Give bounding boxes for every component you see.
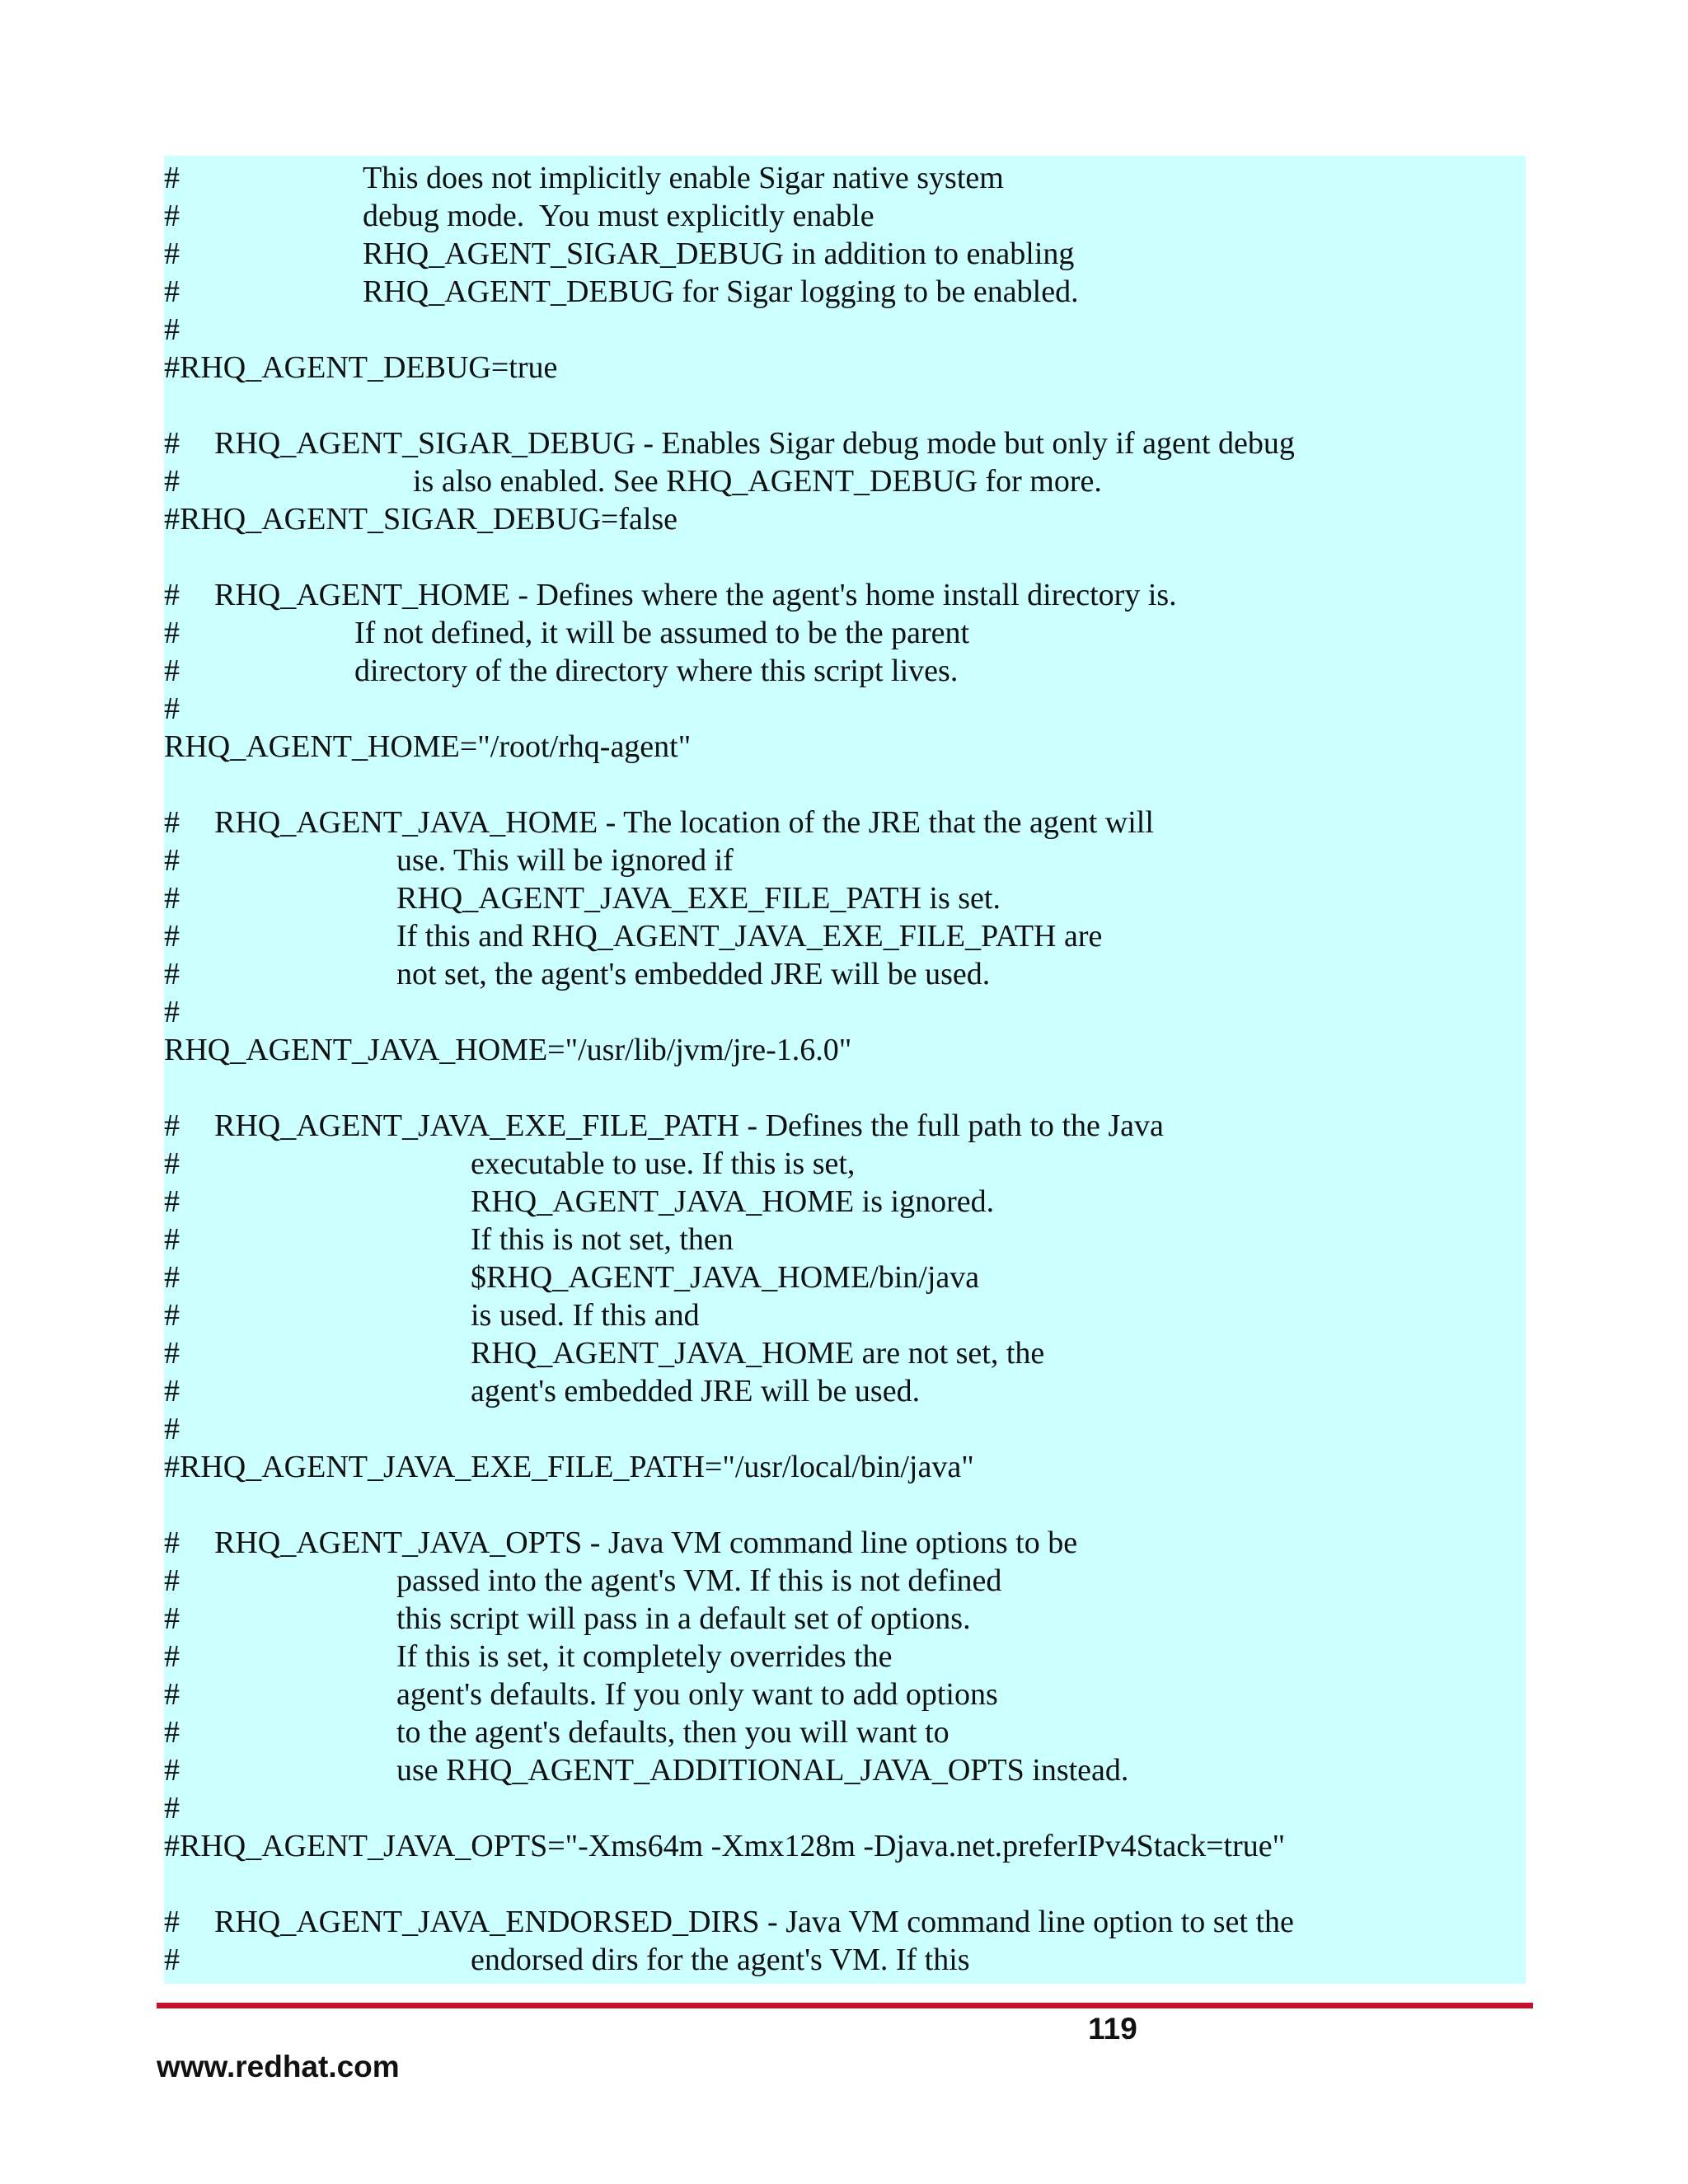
code-listing: # This does not implicitly enable Sigar native system # debug mode. You must explicitly enable # RHQ_AGENT_SIGAR_DEBUG in addition to enabling # RHQ_AGENT_DEBUG for Sigar logging to be enabled. # #RHQ_AGENT_DEBUG=true # RHQ_AGENT_SIGAR_DEBUG - Enables Sigar debug mode but only if agent debug # is also enabled. See RHQ_AGENT_DEBUG for more. #RHQ_AGENT_SIGAR_DEBUG=false # RHQ_AGENT_HOME - Defines where the agent's home install directory is. # If not defined, it will be assumed to be the parent # directory of the directory where this script lives. # RHQ_AGENT_HOME="/root/rhq-agent" # RHQ_AGENT_JAVA_HOME - The location of the JRE that the agent will # use. This will be ignored if # RHQ_AGENT_JAVA_EXE_FILE_PATH is set. # If this and RHQ_AGENT_JAVA_EXE_FILE_PATH are # not set, the agent's embedded JRE will be used. # RHQ_AGENT_JAVA_HOME="/usr/lib/jvm/jre-1.6.0" # RHQ_AGENT_JAVA_EXE_FILE_PATH - Defines the full path to the Java # executable to use. If this is set, # RHQ_AGENT_JAVA_HOME is ignored. # If this is not set, then # $RHQ_AGENT_JAVA_HOME/bin/java # is used. If this and # RHQ_AGENT_JAVA_HOME are not set, the # agent's embedded JRE will be used. # #RHQ_AGENT_JAVA_EXE_FILE_PATH="/usr/local/bin/java" # RHQ_AGENT_JAVA_OPTS - Java VM command line options to be # passed into the agent's VM. If this is not defined # this script will pass in a default set of options. # If this is set, it completely overrides the # agent's defaults. If you only want to add options # to the agent's defaults, then you will want to # use RHQ_AGENT_ADDITIONAL_JAVA_OPTS instead. # #RHQ_AGENT_JAVA_OPTS="-Xms64m -Xmx128m -Djava.net.preferIPv4Stack=true" # RHQ_AGENT_JAVA_ENDORSED_DIRS - Java VM command line option to set the # endorsed dirs for the agent's VM. If this <box>164 156 1526 1984</box>
footer-rule <box>157 2003 1533 2008</box>
site-url: www.redhat.com <box>157 2050 400 2083</box>
page-number: 119 <box>1088 2012 1137 2046</box>
